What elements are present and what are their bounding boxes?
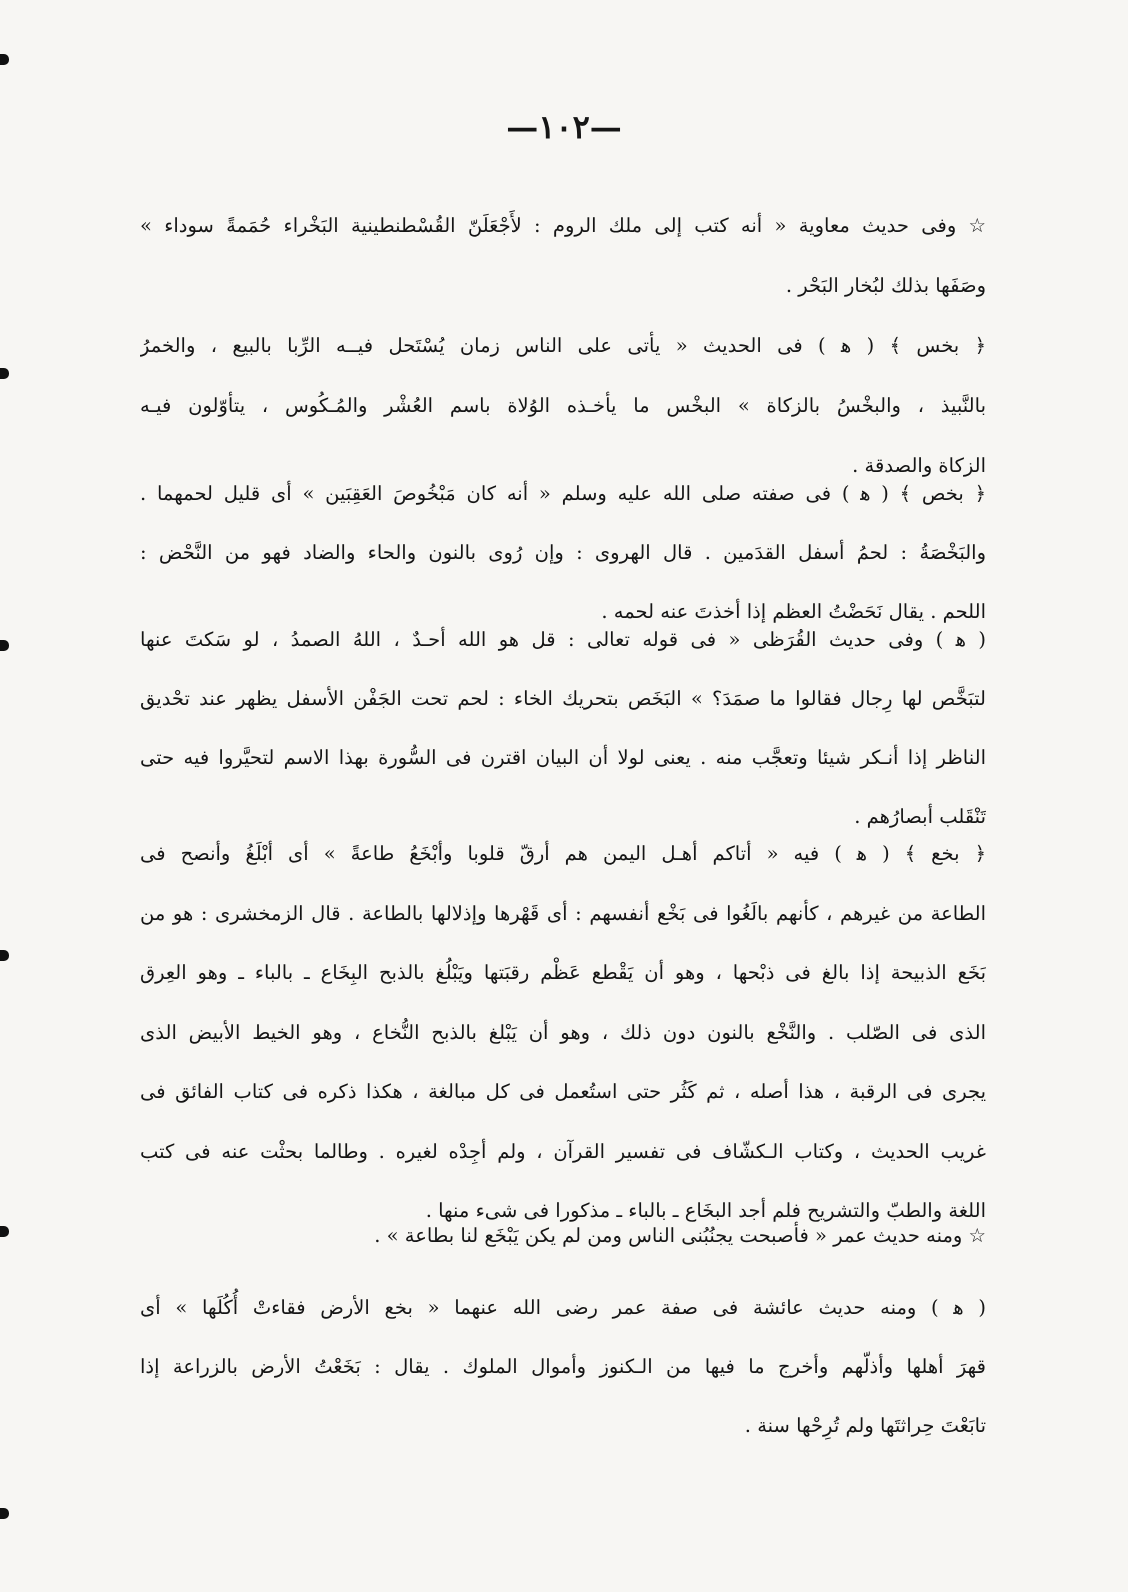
text-paragraph [140, 610, 986, 846]
text-line: بالنَّبيذ ، والبخْسُ بالزكاة » البخْس ما يأخـذه الوُلاة باسم العُشْر والمُـكُوس ، يتأوّلون فيـه [140, 394, 986, 417]
text-paragraph [140, 824, 986, 1241]
text-line: ☆ ومنه حديث عمر « فأصبحت يجنُبُنى الناس ومن لم يكن يَبْخَع لنا بطاعة » . [374, 1224, 986, 1247]
text-line: وصَفَها بذلك لبُخار البَحْر . [785, 274, 986, 297]
text-line: والبَخْصَةُ : لحمُ أسفل القدَمين . قال الهروى : وإن رُوى بالنون والحاء والضاد فهو من النَّحْض : [140, 541, 986, 564]
text-line: تَنْقَلب أبصارُهم . [854, 805, 986, 828]
page-edge-mark [0, 1508, 9, 1519]
text-line: الناظر إذا أنـكر شيئا وتعجَّب منه . يعنى لولا أن البيان اقترن فى السُّورة بهذا الاسم لتحيَّروا فيه حتى [140, 746, 986, 769]
page-number: —١٠٢— [506, 108, 622, 146]
text-line: ﴿ بخس ﴾ ( ﻫ ) فى الحديث « يأتى على الناس زمان يُسْتَحل فيــه الرِّبا بالبيع ، والخمرُ [140, 334, 986, 357]
text-line: اللغة والطبّ والتشريح فلم أجد البخَاع ـ بالباء ـ مذكورا فى شىء منها . [425, 1199, 986, 1222]
text-line: الزكاة والصدقة . [852, 454, 986, 477]
text-line: غريب الحديث ، وكتاب الـكشّاف فى تفسير القرآن ، ولم أجِدْه لغيره . وطالما بحثْت عنه فى كتب [140, 1139, 986, 1163]
text-line: قهرَ أهلها وأذلّهم وأخرج ما فيها من الـكنوز وأموال الملوك . يقال : بَخَعْتُ الأرض بالزراعة إذا [140, 1355, 986, 1378]
text-line: ( ﻫ ) ومنه حديث عائشة فى صفة عمر رضى الله عنهما « بخع الأرض فقاءتْ أُكُلَها » أى [140, 1296, 986, 1319]
text-line: اللحم . يقال نَحَضْتُ العظم إذا أخذتَ عنه لحمه . [601, 600, 986, 623]
text-line: الطاعة من غيرهم ، كأنهم بالَغُوا فى بَخْع أنفسهم : أى قَهْرها وإذلالها بالطاعة . قال الزمخشرى : هو من [140, 901, 986, 925]
text-paragraph [140, 1278, 986, 1455]
page-edge-mark [0, 640, 9, 651]
page-edge-mark [0, 368, 9, 379]
page-edge-mark [0, 950, 9, 961]
text-line: يجرى فى الرقبة ، هذا أصله ، ثم كَثُر حتى استُعمل فى كل مبالغة ، هكذا ذكره فى كتاب الفائق فى [140, 1080, 986, 1103]
page-edge-mark [0, 1226, 9, 1237]
text-line: ☆ وفى حديث معاوية « أنه كتب إلى ملك الروم : لأَجْعَلَنّ القُسْطنطينية البَخْراء حُمَمةً سوداء » [140, 214, 986, 237]
text-line: لتبَخَّص لها رِجال فقالوا ما صمَدَ؟ » البَخَص بتحريك الخاء : لحم تحت الجَفْن الأسفل يظهر عند تحْديق [140, 687, 986, 710]
page-edge-mark [0, 54, 9, 65]
text-line: تابَعْتَ حِراثتَها ولم تُرِحْها سنة . [744, 1414, 986, 1437]
text-paragraph [140, 1206, 986, 1265]
text-line: الذى فى الصّلب . والنَّخْع بالنون دون ذلك ، وهو أن يَبْلغ بالذبح النُّخاع ، وهو الخيط الأبيض الذى [140, 1020, 986, 1044]
text-line: ﴿ بخع ﴾ ( ﻫ ) فيه « أتاكم أهـل اليمن هم أرقّ قلوبا وأبْخَعُ طاعةً » أى أبْلَغُ وأنصح فى [140, 842, 986, 865]
text-line: ﴿ بخص ﴾ ( ﻫ ) فى صفته صلى الله عليه وسلم « أنه كان مَبْخُوصَ العَقِبَين » أى قليل لحمهما . [140, 482, 986, 505]
text-paragraph [140, 196, 986, 316]
text-line: بَخَع الذبيحة إذا بالغ فى ذبْحها ، وهو أن يَقْطع عَظْم رقبَتها ويَبْلُغ بالذبح البِخَاع ـ بالباء ـ وهو العِرق [140, 961, 986, 984]
text-line: ( ﻫ ) وفى حديث القُرَظى « فى قوله تعالى : قل هو الله أحـدٌ ، اللهُ الصمدُ ، لو سَكتَ عنها [140, 628, 986, 651]
